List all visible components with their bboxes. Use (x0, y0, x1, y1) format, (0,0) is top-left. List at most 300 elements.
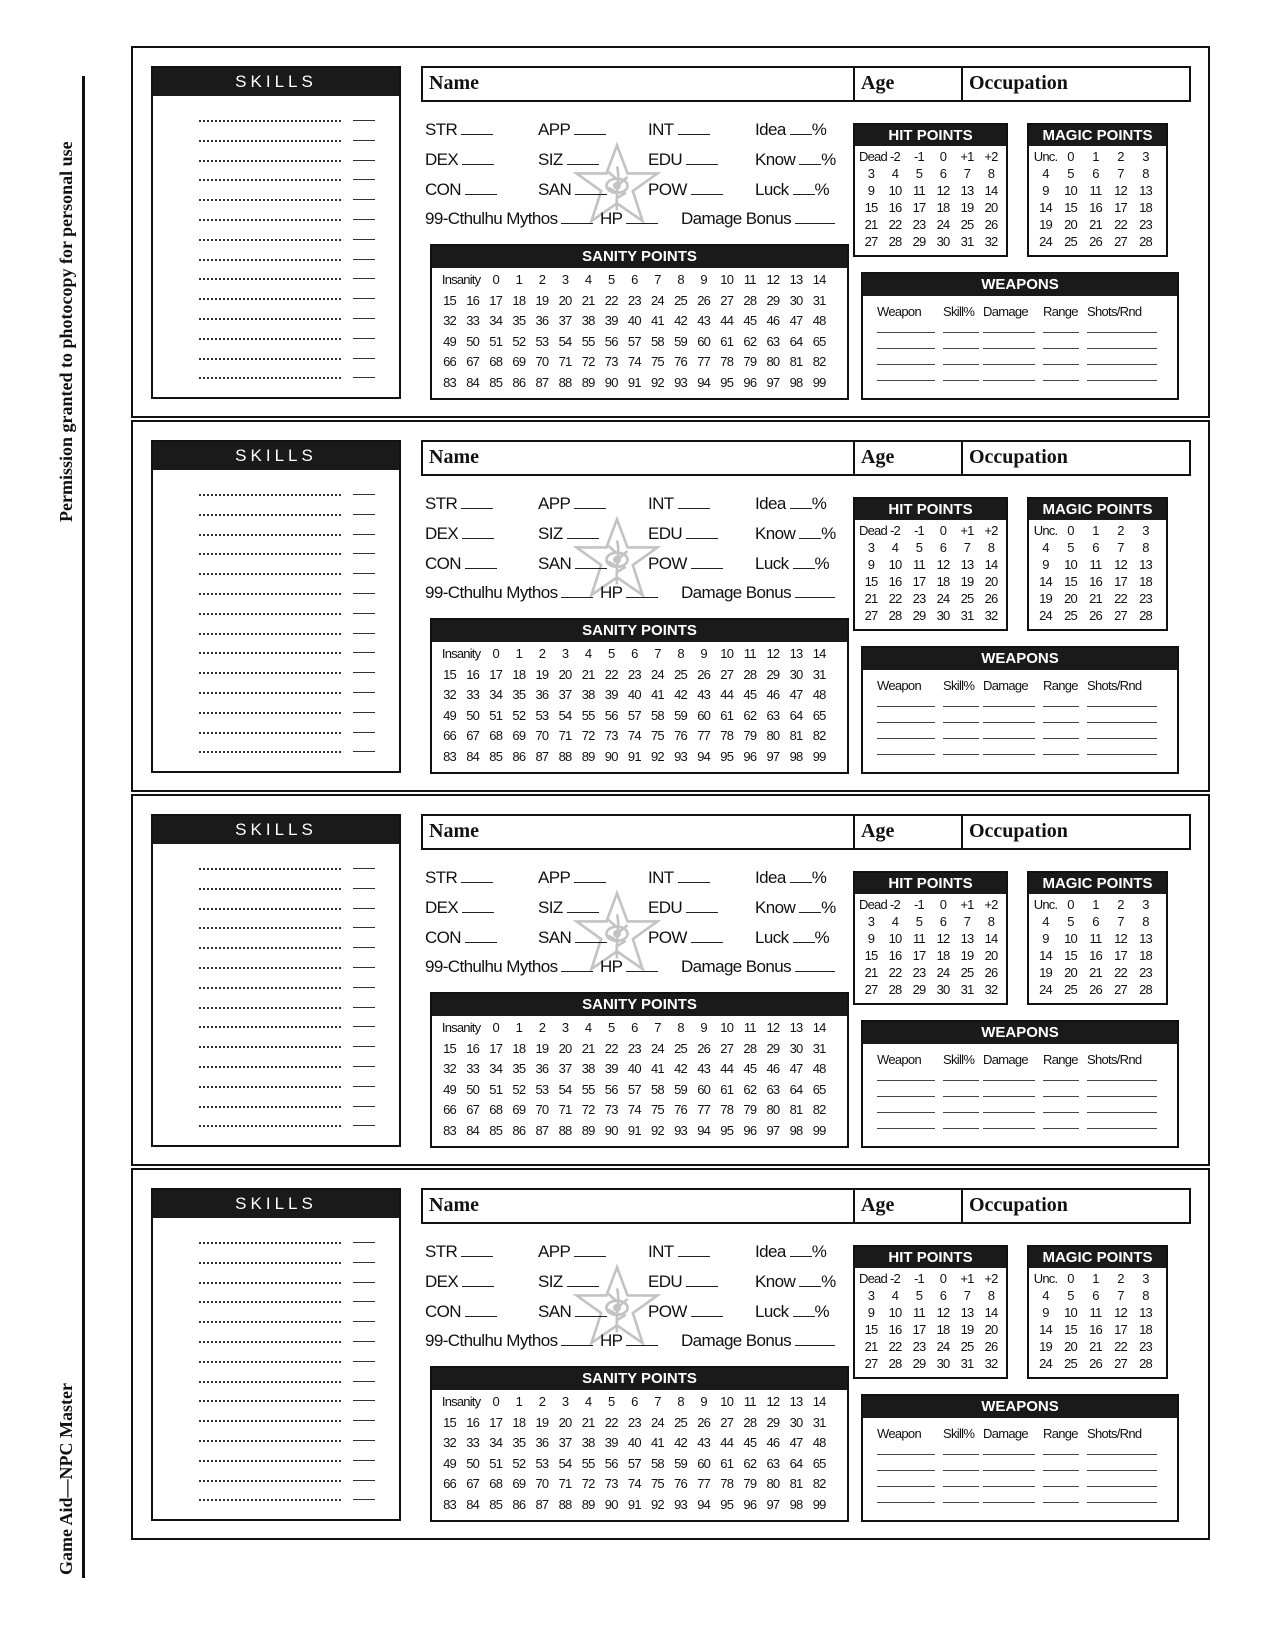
track-value[interactable]: 14 (984, 1305, 998, 1320)
hp-stat[interactable]: HP (600, 209, 658, 229)
track-value[interactable]: 26 (697, 292, 711, 308)
skill-value-line[interactable] (353, 987, 375, 988)
track-value[interactable]: 34 (489, 1435, 503, 1450)
track-value[interactable]: 75 (651, 354, 664, 369)
track-value[interactable]: 62 (743, 1455, 757, 1471)
track-value[interactable]: 3 (867, 540, 875, 555)
track-value[interactable]: 30 (789, 1414, 803, 1430)
track-value[interactable]: 13 (1139, 931, 1152, 946)
track-value[interactable]: 86 (512, 374, 526, 390)
track-value[interactable]: 22 (888, 591, 902, 606)
track-value[interactable]: 4 (1042, 166, 1049, 181)
track-value[interactable]: 1 (515, 1394, 523, 1409)
weapon-entry-line[interactable] (1043, 738, 1079, 739)
track-value[interactable]: 22 (604, 1414, 618, 1430)
track-value[interactable]: 61 (720, 1081, 734, 1097)
track-value[interactable]: 3 (561, 646, 569, 661)
track-value[interactable]: 90 (604, 1496, 618, 1512)
track-value[interactable]: 9 (1042, 1305, 1049, 1320)
track-value[interactable]: 79 (743, 728, 757, 743)
track-value[interactable]: 69 (512, 728, 526, 743)
track-value[interactable]: 10 (720, 1394, 734, 1409)
track-value[interactable]: 31 (960, 608, 974, 623)
skill-name-line[interactable] (199, 1282, 341, 1284)
track-value[interactable]: 73 (604, 728, 618, 743)
weapon-entry-line[interactable] (877, 1486, 935, 1487)
con-stat[interactable]: CON (425, 928, 497, 948)
track-value[interactable]: 93 (674, 748, 687, 764)
weapon-entry-line[interactable] (1043, 1080, 1079, 1081)
dex-stat[interactable]: DEX (425, 150, 494, 170)
track-value[interactable]: 24 (936, 591, 950, 606)
track-value[interactable]: 11 (913, 1305, 925, 1320)
track-value[interactable]: 53 (535, 1455, 549, 1471)
track-value[interactable]: 8 (677, 1020, 684, 1035)
san-stat[interactable]: SAN (538, 180, 607, 200)
track-value[interactable]: 46 (766, 687, 780, 702)
track-value[interactable]: 37 (558, 687, 572, 702)
track-value[interactable]: 14 (984, 557, 998, 572)
skill-name-line[interactable] (199, 278, 341, 280)
track-value[interactable]: 44 (720, 1435, 734, 1450)
luck-stat[interactable]: Luck % (755, 1302, 830, 1321)
track-value[interactable]: 10 (888, 557, 902, 572)
weapon-entry-line[interactable] (983, 380, 1035, 381)
track-value[interactable]: 81 (789, 1476, 803, 1491)
track-value[interactable]: 75 (651, 1476, 664, 1491)
track-value[interactable]: 84 (466, 374, 480, 390)
skill-value-line[interactable] (353, 1066, 375, 1067)
track-value[interactable]: 40 (627, 1061, 641, 1076)
track-value[interactable]: 13 (789, 272, 803, 287)
track-value[interactable]: 44 (720, 313, 734, 328)
skill-value-line[interactable] (353, 1046, 375, 1047)
track-value[interactable]: 7 (654, 272, 661, 287)
skill-name-line[interactable] (199, 672, 341, 674)
track-value[interactable]: 18 (936, 948, 950, 963)
weapon-entry-line[interactable] (1087, 1470, 1157, 1471)
track-value[interactable]: 79 (743, 1102, 757, 1117)
track-value[interactable]: 97 (766, 748, 780, 764)
track-value[interactable]: 43 (697, 687, 711, 702)
track-value[interactable]: 90 (604, 1122, 618, 1138)
track-value[interactable]: 47 (789, 313, 803, 328)
track-value[interactable]: 23 (912, 217, 926, 232)
track-value[interactable]: 4 (584, 646, 592, 661)
track-value[interactable]: 5 (1067, 914, 1074, 929)
track-value[interactable]: 26 (697, 666, 711, 682)
track-value[interactable]: 26 (984, 591, 998, 606)
track-value[interactable]: 48 (812, 687, 826, 702)
weapon-entry-line[interactable] (943, 1454, 979, 1455)
track-value[interactable]: 19 (960, 200, 974, 215)
track-value[interactable]: 55 (581, 1455, 595, 1471)
track-value[interactable]: 16 (466, 292, 480, 308)
track-value[interactable]: +1 (960, 1271, 974, 1286)
track-value[interactable]: 8 (987, 166, 995, 181)
track-value[interactable]: 24 (1039, 1356, 1052, 1371)
track-value[interactable]: Insanity (441, 1020, 481, 1035)
skill-name-line[interactable] (199, 613, 341, 615)
track-value[interactable]: 24 (936, 1339, 950, 1354)
skill-name-line[interactable] (199, 1341, 341, 1343)
track-value[interactable]: 41 (651, 687, 664, 702)
weapon-entry-line[interactable] (1087, 348, 1157, 349)
track-value[interactable]: 84 (466, 1496, 480, 1512)
track-value[interactable]: 19 (1039, 1339, 1052, 1354)
track-value[interactable]: 1 (515, 1020, 523, 1035)
skill-value-line[interactable] (353, 358, 375, 359)
track-value[interactable]: 32 (984, 982, 998, 997)
track-value[interactable]: 21 (864, 217, 878, 232)
skill-value-line[interactable] (353, 652, 375, 653)
skill-name-line[interactable] (199, 1480, 341, 1482)
track-value[interactable]: 32 (443, 687, 456, 702)
int-stat[interactable]: INT (648, 494, 710, 514)
track-value[interactable]: 9 (700, 646, 707, 661)
track-value[interactable]: 15 (864, 574, 878, 589)
track-value[interactable]: 20 (1064, 591, 1077, 606)
app-stat[interactable]: APP (538, 1242, 606, 1262)
weapon-entry-line[interactable] (943, 1128, 979, 1129)
track-value[interactable]: 80 (766, 1476, 780, 1491)
weapon-entry-line[interactable] (983, 722, 1035, 723)
track-value[interactable]: 47 (789, 1435, 803, 1450)
weapon-entry-line[interactable] (1043, 706, 1079, 707)
luck-stat[interactable]: Luck % (755, 180, 830, 199)
track-value[interactable]: 14 (984, 931, 998, 946)
track-value[interactable]: 13 (1139, 1305, 1152, 1320)
track-value[interactable]: 57 (627, 1455, 641, 1471)
track-value[interactable]: 17 (1114, 1322, 1127, 1337)
track-value[interactable]: 12 (1114, 557, 1127, 572)
track-value[interactable]: 72 (581, 354, 595, 369)
occupation-field[interactable] (963, 68, 1189, 100)
track-value[interactable]: 76 (674, 728, 687, 743)
track-value[interactable]: 20 (984, 574, 998, 589)
track-value[interactable]: 53 (535, 1081, 549, 1097)
track-value[interactable]: 37 (558, 1435, 572, 1450)
track-value[interactable]: 69 (512, 1102, 526, 1117)
track-value[interactable]: 0 (492, 272, 499, 287)
track-value[interactable]: 73 (604, 354, 618, 369)
track-value[interactable]: 6 (1092, 914, 1099, 929)
track-value[interactable]: 0 (492, 1020, 499, 1035)
track-value[interactable]: 25 (1064, 1356, 1077, 1371)
track-value[interactable]: 9 (700, 1394, 707, 1409)
track-value[interactable]: 38 (581, 313, 595, 328)
track-value[interactable]: 30 (936, 234, 950, 249)
track-value[interactable]: 95 (720, 1122, 734, 1138)
track-value[interactable]: 4 (1042, 914, 1049, 929)
track-value[interactable]: 24 (936, 965, 950, 980)
track-value[interactable]: 40 (627, 313, 641, 328)
track-value[interactable]: 29 (912, 234, 926, 249)
dex-stat[interactable]: DEX (425, 898, 494, 918)
track-value[interactable]: 28 (1139, 982, 1152, 997)
track-value[interactable]: 13 (789, 646, 803, 661)
track-value[interactable]: 65 (812, 333, 826, 349)
track-value[interactable]: 29 (912, 982, 926, 997)
track-value[interactable]: 76 (674, 1102, 687, 1117)
track-value[interactable]: 21 (581, 292, 595, 308)
skill-name-line[interactable] (199, 967, 341, 969)
track-value[interactable]: 83 (443, 1496, 456, 1512)
track-value[interactable]: 0 (1067, 149, 1074, 164)
weapon-entry-line[interactable] (943, 1112, 979, 1113)
track-value[interactable]: 2 (1117, 1271, 1124, 1286)
track-value[interactable]: Unc. (1033, 149, 1058, 164)
track-value[interactable]: 4 (891, 166, 899, 181)
track-value[interactable]: 88 (558, 748, 572, 764)
track-value[interactable]: 3 (1142, 1271, 1149, 1286)
weapon-entry-line[interactable] (1087, 706, 1157, 707)
track-value[interactable]: 35 (512, 313, 526, 328)
track-value[interactable]: 63 (766, 1455, 780, 1471)
track-value[interactable]: 15 (443, 1414, 456, 1430)
weapon-entry-line[interactable] (983, 738, 1035, 739)
track-value[interactable]: 19 (1039, 217, 1052, 232)
track-value[interactable]: 20 (984, 948, 998, 963)
track-value[interactable]: 25 (674, 292, 687, 308)
track-value[interactable]: 78 (720, 1102, 734, 1117)
track-value[interactable]: 26 (1089, 234, 1102, 249)
track-value[interactable]: 28 (1139, 1356, 1152, 1371)
track-value[interactable]: 11 (1089, 1305, 1102, 1320)
track-value[interactable]: 28 (743, 666, 757, 682)
track-value[interactable]: 34 (489, 313, 503, 328)
track-value[interactable]: 10 (888, 931, 902, 946)
skill-value-line[interactable] (353, 1440, 375, 1441)
skill-value-line[interactable] (353, 199, 375, 200)
weapon-entry-line[interactable] (943, 1486, 979, 1487)
skill-name-line[interactable] (199, 160, 341, 162)
track-value[interactable]: 2 (1117, 523, 1124, 538)
san-stat[interactable]: SAN (538, 1302, 607, 1322)
track-value[interactable]: 19 (535, 666, 549, 682)
track-value[interactable]: 77 (697, 1102, 711, 1117)
weapon-entry-line[interactable] (877, 348, 935, 349)
track-value[interactable]: 6 (939, 914, 947, 929)
track-value[interactable]: 1 (1092, 1271, 1099, 1286)
track-value[interactable]: 18 (936, 574, 950, 589)
track-value[interactable]: 28 (888, 1356, 902, 1371)
track-value[interactable]: 7 (963, 540, 971, 555)
luck-stat[interactable]: Luck % (755, 928, 830, 947)
track-value[interactable]: -1 (914, 1271, 924, 1286)
track-value[interactable]: 18 (936, 200, 950, 215)
track-value[interactable]: 1 (515, 646, 523, 661)
siz-stat[interactable]: SIZ (538, 150, 599, 170)
track-value[interactable]: 70 (535, 1102, 549, 1117)
weapon-entry-line[interactable] (1043, 1486, 1079, 1487)
track-value[interactable]: 25 (674, 1414, 687, 1430)
str-stat[interactable]: STR (425, 1242, 493, 1262)
track-value[interactable]: 35 (512, 1061, 526, 1076)
track-value[interactable]: 24 (651, 1040, 664, 1056)
str-stat[interactable]: STR (425, 120, 493, 140)
skill-value-line[interactable] (353, 1242, 375, 1243)
track-value[interactable]: 16 (466, 666, 480, 682)
track-value[interactable]: 26 (1089, 1356, 1102, 1371)
skill-value-line[interactable] (353, 908, 375, 909)
track-value[interactable]: 43 (697, 313, 711, 328)
siz-stat[interactable]: SIZ (538, 524, 599, 544)
track-value[interactable]: 11 (743, 1020, 756, 1035)
track-value[interactable]: 9 (1042, 557, 1049, 572)
str-stat[interactable]: STR (425, 868, 493, 888)
track-value[interactable]: 9 (867, 1305, 875, 1320)
edu-stat[interactable]: EDU (648, 1272, 718, 1292)
track-value[interactable]: 25 (1064, 608, 1077, 623)
track-value[interactable]: 19 (535, 1040, 549, 1056)
track-value[interactable]: 84 (466, 1122, 480, 1138)
track-value[interactable]: 85 (489, 748, 503, 764)
track-value[interactable]: 30 (789, 1040, 803, 1056)
track-value[interactable]: 10 (888, 183, 902, 198)
skill-name-line[interactable] (199, 377, 341, 379)
track-value[interactable]: 24 (651, 292, 664, 308)
track-value[interactable]: 32 (984, 234, 998, 249)
track-value[interactable]: 36 (535, 313, 549, 328)
weapon-entry-line[interactable] (943, 380, 979, 381)
skill-value-line[interactable] (353, 494, 375, 495)
track-value[interactable]: 9 (867, 183, 875, 198)
track-value[interactable]: 67 (466, 354, 480, 369)
track-value[interactable]: 36 (535, 687, 549, 702)
track-value[interactable]: 96 (743, 1122, 757, 1138)
track-value[interactable]: 36 (535, 1435, 549, 1450)
track-value[interactable]: 56 (604, 333, 618, 349)
track-value[interactable]: 11 (743, 1394, 756, 1409)
track-value[interactable]: 63 (766, 333, 780, 349)
track-value[interactable]: 11 (913, 931, 925, 946)
track-value[interactable]: 4 (584, 1394, 592, 1409)
skill-value-line[interactable] (353, 613, 375, 614)
hp-stat[interactable]: HP (600, 957, 658, 977)
track-value[interactable]: 38 (581, 1061, 595, 1076)
track-value[interactable]: 49 (443, 333, 456, 349)
track-value[interactable]: 13 (960, 1305, 974, 1320)
skill-value-line[interactable] (353, 751, 375, 752)
track-value[interactable]: 21 (1089, 1339, 1102, 1354)
track-value[interactable]: 31 (812, 666, 826, 682)
weapon-entry-line[interactable] (943, 1470, 979, 1471)
track-value[interactable]: 71 (558, 354, 572, 369)
weapon-entry-line[interactable] (983, 1112, 1035, 1113)
skill-value-line[interactable] (353, 633, 375, 634)
track-value[interactable]: 43 (697, 1435, 711, 1450)
weapon-entry-line[interactable] (877, 722, 935, 723)
track-value[interactable]: 45 (743, 1435, 757, 1450)
track-value[interactable]: 60 (697, 707, 711, 723)
track-value[interactable]: 64 (789, 333, 803, 349)
track-value[interactable]: 72 (581, 1476, 595, 1491)
track-value[interactable]: 46 (766, 1061, 780, 1076)
app-stat[interactable]: APP (538, 868, 606, 888)
track-value[interactable]: 11 (913, 557, 925, 572)
track-value[interactable]: 16 (1089, 1322, 1102, 1337)
track-value[interactable]: 8 (1142, 540, 1149, 555)
track-value[interactable]: 27 (864, 982, 878, 997)
weapon-entry-line[interactable] (1087, 1080, 1157, 1081)
track-value[interactable]: 63 (766, 707, 780, 723)
track-value[interactable]: 6 (631, 272, 638, 287)
track-value[interactable]: 32 (984, 608, 998, 623)
track-value[interactable]: 7 (963, 166, 971, 181)
track-value[interactable]: 17 (489, 1414, 503, 1430)
occupation-field[interactable] (963, 816, 1189, 848)
skill-value-line[interactable] (353, 553, 375, 554)
track-value[interactable]: 7 (963, 914, 971, 929)
con-stat[interactable]: CON (425, 1302, 497, 1322)
track-value[interactable]: 26 (984, 217, 998, 232)
idea-stat[interactable]: Idea % (755, 1242, 827, 1261)
track-value[interactable]: 83 (443, 374, 456, 390)
weapon-entry-line[interactable] (877, 1096, 935, 1097)
track-value[interactable]: 27 (720, 1040, 734, 1056)
track-value[interactable]: 16 (888, 1322, 902, 1337)
track-value[interactable]: 64 (789, 1455, 803, 1471)
track-value[interactable]: 21 (864, 965, 878, 980)
track-value[interactable]: 4 (1042, 540, 1049, 555)
track-value[interactable]: 30 (936, 608, 950, 623)
track-value[interactable]: 55 (581, 333, 595, 349)
track-value[interactable]: 24 (651, 666, 664, 682)
track-value[interactable]: 82 (812, 1102, 826, 1117)
track-value[interactable]: 87 (535, 1496, 549, 1512)
track-value[interactable]: 15 (1064, 200, 1077, 215)
track-value[interactable]: 10 (888, 1305, 902, 1320)
track-value[interactable]: 12 (936, 183, 950, 198)
track-value[interactable]: 6 (631, 1394, 638, 1409)
track-value[interactable]: 31 (960, 982, 974, 997)
track-value[interactable]: 66 (443, 1102, 456, 1117)
track-value[interactable]: 0 (1067, 1271, 1074, 1286)
skill-value-line[interactable] (353, 1381, 375, 1382)
track-value[interactable]: 98 (789, 748, 803, 764)
track-value[interactable]: 97 (766, 1122, 780, 1138)
track-value[interactable]: 8 (1142, 166, 1149, 181)
track-value[interactable]: 23 (627, 666, 641, 682)
track-value[interactable]: 71 (558, 1476, 572, 1491)
track-value[interactable]: 79 (743, 1476, 757, 1491)
track-value[interactable]: +2 (984, 149, 998, 164)
track-value[interactable]: 88 (558, 1122, 572, 1138)
track-value[interactable]: 21 (581, 666, 595, 682)
track-value[interactable]: 27 (720, 666, 734, 682)
track-value[interactable]: 51 (489, 1081, 503, 1097)
track-value[interactable]: 17 (912, 1322, 926, 1337)
track-value[interactable]: 93 (674, 374, 687, 390)
track-value[interactable]: 96 (743, 748, 757, 764)
track-value[interactable]: 18 (1139, 200, 1152, 215)
track-value[interactable]: 1 (1092, 897, 1099, 912)
track-value[interactable]: 76 (674, 1476, 687, 1491)
track-value[interactable]: Dead (859, 149, 887, 164)
track-value[interactable]: 17 (912, 200, 926, 215)
track-value[interactable]: 92 (651, 374, 664, 390)
track-value[interactable]: 74 (627, 728, 641, 743)
track-value[interactable]: 52 (512, 1455, 526, 1471)
track-value[interactable]: 77 (697, 354, 711, 369)
skill-value-line[interactable] (353, 278, 375, 279)
track-value[interactable]: 39 (604, 313, 618, 328)
track-value[interactable]: 49 (443, 1455, 456, 1471)
track-value[interactable]: 22 (604, 666, 618, 682)
skill-name-line[interactable] (199, 1361, 341, 1363)
track-value[interactable]: 88 (558, 374, 572, 390)
